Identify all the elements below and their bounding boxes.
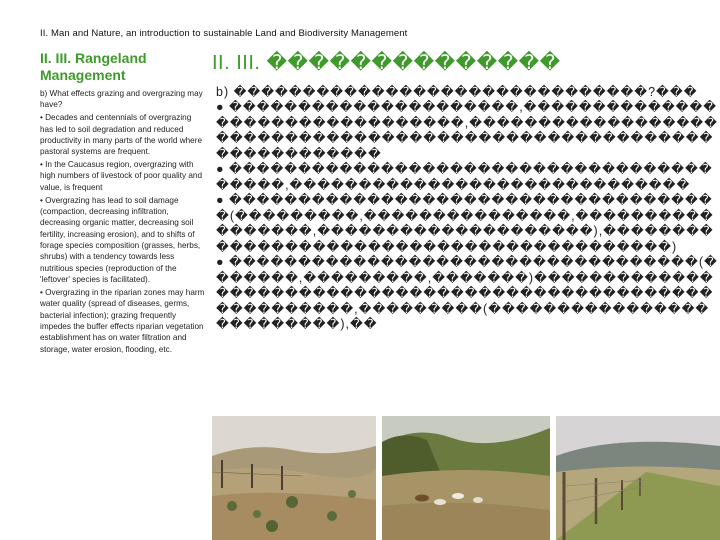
right-text-column bbox=[216, 100, 720, 333]
photo-fenced-grassland bbox=[556, 416, 720, 540]
right-bullet-2: ● ����������������������������������������,����������������������������� bbox=[216, 162, 713, 192]
photo-dry-hills-fence bbox=[212, 416, 376, 540]
left-question: b) What effects grazing and overgrazing may have? bbox=[40, 89, 203, 110]
left-bullet-1: • Decades and centennials of overgrazing has led to soil degradation and reduced productivity in many parts of the world where pastoral systems are frequent. bbox=[40, 113, 203, 157]
left-bullet-4: • Overgrazing in the riparian zones may harm water quality (spread of diseases, germs, bacterial infection); grazing frequently impedes the buffer effects riparian vegetation establishment has on water filtration and storage, water erosion, flooding, etc. bbox=[40, 287, 205, 354]
left-bullet-3: • Overgrazing has lead to soil damage (compaction, decreasing infiltration, decreasing organic matter, decreasing soil fertility, increasing erosion), and to shifts of forage species composition (grasses, herbs, shrubs) with a tendency towards less nutritious species (reproduction of the 'leftover' species is facilitated). bbox=[40, 195, 201, 284]
photo-strip bbox=[212, 416, 720, 540]
left-section-title: II. III. Rangeland Management bbox=[40, 50, 147, 83]
right-bullet-3: ● ������������������������������������(���������,���������������,�����������������,��������������������),�����������������������������������������) bbox=[216, 193, 714, 254]
left-bullet-2: • In the Caucasus region, overgrazing with high numbers of livestock of poor quality and value, is frequent bbox=[40, 160, 203, 192]
right-question: b) ������������������������������?��� bbox=[216, 85, 698, 99]
right-bullet-4: ● ����������������������������������(�������,���������,�������)�����������������������������������������������������������,���������(�������������������������),�� bbox=[216, 255, 718, 331]
slide-header: II. Man and Nature, an introduction to sustainable Land and Biodiversity Management bbox=[40, 28, 408, 39]
right-section-title: II. III. �������������� bbox=[212, 52, 561, 74]
right-bullet-1: ● ���������������������,��������������������������������,������������������������������������������������������������������ bbox=[216, 100, 718, 161]
left-text-column bbox=[40, 88, 206, 356]
photo-grazing-hillside bbox=[382, 416, 550, 540]
